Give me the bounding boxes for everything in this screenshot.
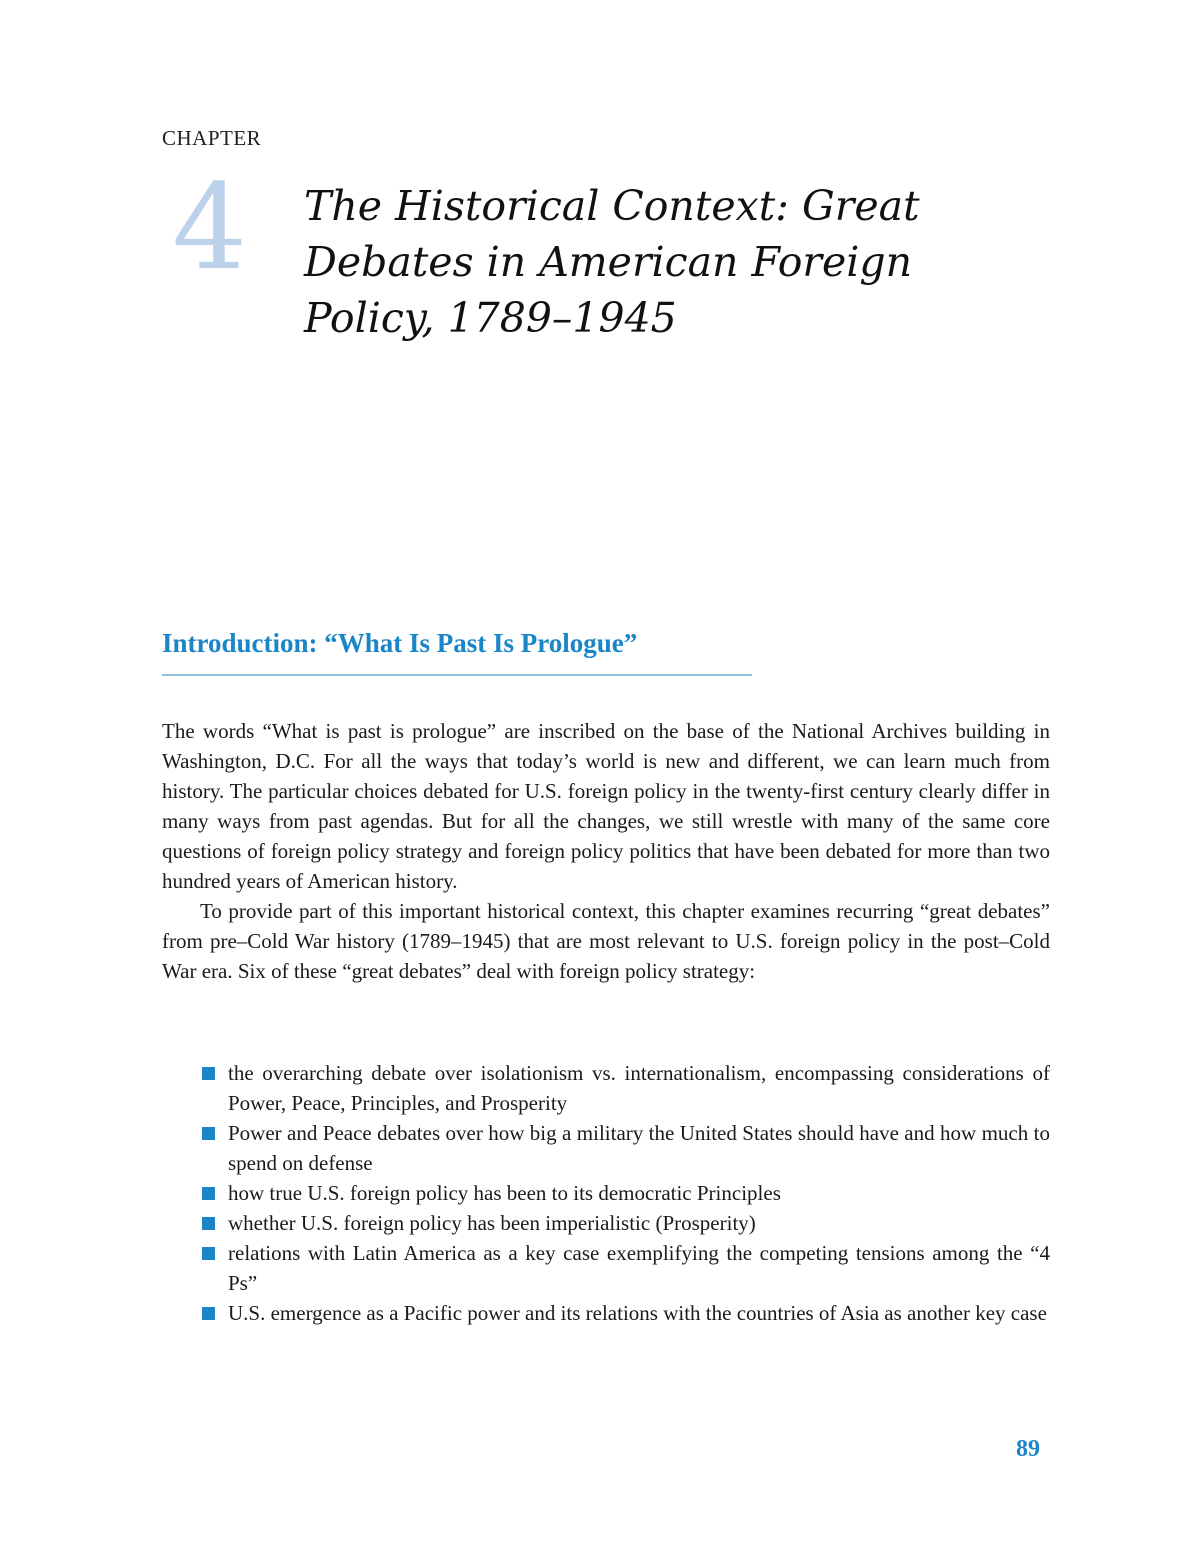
square-bullet-icon [202,1307,215,1320]
list-item-text: whether U.S. foreign policy has been imperialistic (Prosperity) [228,1211,756,1235]
list-item-text: how true U.S. foreign policy has been to its democratic Principles [228,1181,781,1205]
list-item-text: U.S. emergence as a Pacific power and its relations with the countries of Asia as another key case [228,1301,1047,1325]
chapter-title [304,178,1024,346]
list-item-text: the overarching debate over isolationism vs. internationalism, encompassing considerations of Power, Peace, Principles, and Prosperity [228,1061,1050,1115]
square-bullet-icon [202,1217,215,1230]
paragraph: To provide part of this important historical context, this chapter examines recurring “great debates” from pre–Cold War history (1789–1945) that are most relevant to U.S. foreign policy in the post–Cold War era. Six of these “great debates” deal with foreign policy strategy: [162,899,1050,983]
list-item [162,1118,1050,1178]
list-item [162,1298,1050,1328]
list-item [162,1178,1050,1208]
square-bullet-icon [202,1247,215,1260]
section-heading: Introduction: “What Is Past Is Prologue” [162,628,638,658]
list-item-text: relations with Latin America as a key case exemplifying the competing tensions among the “4 Ps” [228,1241,1050,1295]
chapter-title-line: Policy, 1789–1945 [304,294,677,342]
list-item [162,1238,1050,1298]
list-item [162,1058,1050,1118]
paragraph: The words “What is past is prologue” are inscribed on the base of the National Archives building in Washington, D.C. For all the ways that today’s world is new and different, we can learn much from history. The particular choices debated for U.S. foreign policy in the twenty-first century clearly differ in many ways from past agendas. But for all the changes, we still wrestle with many of the same core questions of foreign policy strategy and foreign policy politics that have been debated for more than two hundred years of American history. [162,719,1050,893]
body-text [162,716,1050,986]
page-number: 89 [1016,1436,1040,1462]
chapter-label: CHAPTER [162,126,262,150]
section-rule [162,674,752,676]
chapter-title-line: Debates in American Foreign [304,238,913,286]
square-bullet-icon [202,1127,215,1140]
list-item [162,1208,1050,1238]
square-bullet-icon [202,1067,215,1080]
chapter-title-line: The Historical Context: Great [304,182,920,230]
square-bullet-icon [202,1187,215,1200]
list-item-text: Power and Peace debates over how big a military the United States should have and how much to spend on defense [228,1121,1050,1175]
chapter-number: 4 [172,158,248,296]
bullet-list [162,1058,1050,1328]
